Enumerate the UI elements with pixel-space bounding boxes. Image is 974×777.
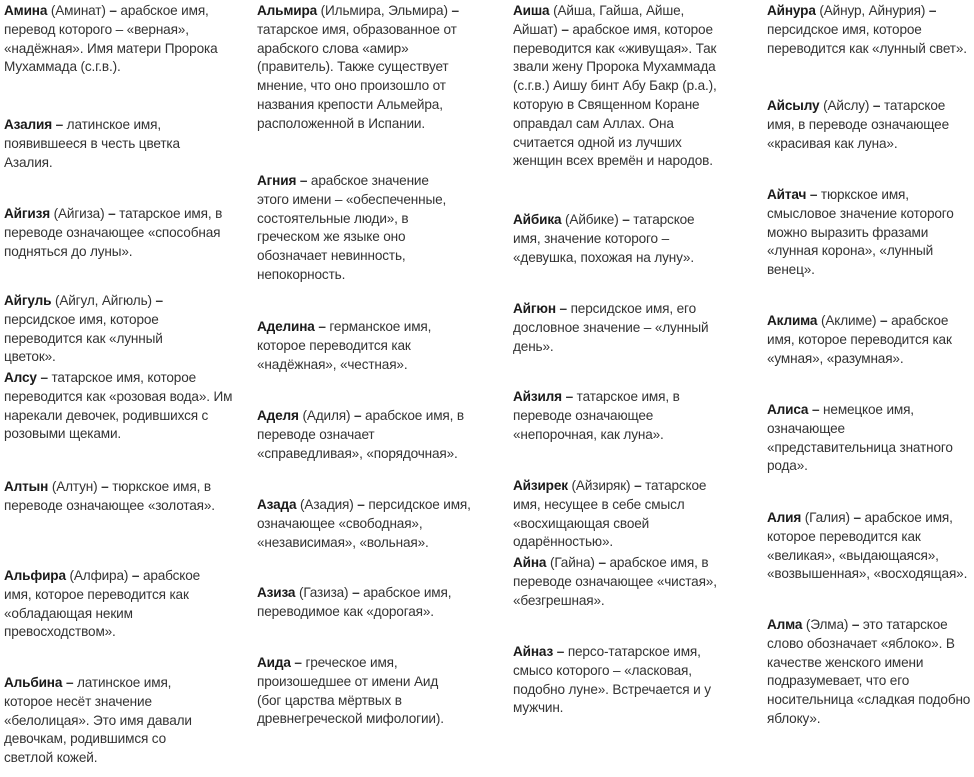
entry-variants: (Аклиме) bbox=[817, 313, 881, 328]
entry-dash: – bbox=[131, 568, 140, 583]
entry-meaning: персидское имя, которое переводится как «лунный цветок». bbox=[4, 311, 163, 365]
name-entry bbox=[767, 186, 963, 280]
name-entry bbox=[4, 478, 224, 516]
name-entry bbox=[4, 205, 236, 261]
entry-name: Алтын bbox=[4, 479, 49, 494]
name-entry bbox=[4, 567, 214, 642]
entry-dash: – bbox=[55, 117, 64, 132]
entry-meaning: арабское имя, в переводе означающее «чистая», «безгрешная». bbox=[513, 555, 717, 608]
entry-meaning: персидское имя, которое переводится как «лунный свет». bbox=[767, 21, 967, 56]
name-entry bbox=[767, 97, 967, 153]
entry-dash: – bbox=[853, 510, 861, 525]
entry-variants: (Гайна) bbox=[546, 555, 599, 570]
entry-variants: (Айзиряк) bbox=[567, 478, 635, 493]
name-entry bbox=[767, 312, 967, 368]
name-entry bbox=[513, 554, 727, 610]
entry-dash: – bbox=[598, 555, 606, 570]
name-entry bbox=[257, 654, 457, 729]
entry-name: Аида bbox=[257, 655, 291, 670]
entry-meaning: немецкое имя, означающее «представительница знатного рода». bbox=[767, 402, 953, 474]
name-entry bbox=[257, 2, 471, 134]
entry-meaning: арабское имя, которое переводится как «живущая». Так звали жену Пророка Мухаммада (с.г.в.) Аишу бинт Абу Бакр (р.а.), которую в Священном Коране оправдал сам Аллах. Она считается одной из лучших женщин всех времён и народов. bbox=[513, 21, 717, 169]
entry-meaning: это татарское слово обозначает «яблоко». В качестве женского имени подразумевает, что его носительница «сладкая подобно яблоку». bbox=[767, 617, 971, 726]
entry-dash: – bbox=[812, 402, 820, 417]
entry-dash: – bbox=[559, 301, 567, 316]
entry-name: Айгюн bbox=[513, 301, 556, 316]
entry-dash: – bbox=[299, 173, 308, 188]
name-entry bbox=[4, 674, 204, 768]
entry-name: Аделина bbox=[257, 319, 315, 334]
name-entry bbox=[257, 172, 457, 285]
name-entry bbox=[767, 509, 974, 584]
entry-dash: – bbox=[622, 212, 630, 227]
entry-meaning: татарское имя, образованное от арабского слова «амир» (правитель). Также существует мнение, что оно произошло от названия крепости Альмейра, расположенной в Испании. bbox=[257, 21, 457, 131]
entry-dash: – bbox=[352, 585, 360, 600]
entry-variants: (Газиза) bbox=[295, 585, 353, 600]
entry-meaning: татарское имя, несущее в себе смысл «восхищающая своей одарённостью». bbox=[513, 478, 707, 550]
entry-variants: (Айбике) bbox=[561, 212, 623, 227]
entry-dash: – bbox=[108, 206, 116, 221]
entry-dash: – bbox=[451, 3, 459, 18]
entry-meaning: арабское имя, которое переводится как «умная», «разумная». bbox=[767, 313, 952, 366]
entry-meaning: татарское имя, в переводе означающее «красивая как луна». bbox=[767, 98, 949, 151]
name-entry bbox=[513, 300, 723, 356]
name-entry bbox=[767, 401, 957, 476]
entry-name: Айнура bbox=[767, 3, 816, 18]
entry-name: Айзиля bbox=[513, 389, 562, 404]
name-entry bbox=[4, 292, 176, 367]
entry-name: Альбина bbox=[4, 675, 63, 690]
entry-meaning: татарское имя, в переводе означающее «непорочная, как луна». bbox=[513, 389, 680, 442]
entry-name: Азиза bbox=[257, 585, 296, 600]
name-entry bbox=[4, 369, 236, 444]
name-entry bbox=[513, 388, 703, 444]
entry-name: Альмира bbox=[257, 3, 318, 18]
entry-variants: (Айша, Гайша, Айше, Айшат) bbox=[513, 3, 685, 37]
entry-meaning: арабское имя, перевод которого – «верная», «надёжная». Имя матери Пророка Мухаммада (с.г.в.). bbox=[4, 3, 218, 75]
entry-dash: – bbox=[155, 293, 163, 308]
entry-variants: (Айнур, Айнурия) bbox=[815, 3, 929, 18]
entry-dash: – bbox=[634, 478, 642, 493]
entry-meaning: татарское имя, в переводе означающее «способная подняться до луны». bbox=[4, 206, 223, 259]
entry-meaning: тюркское имя, смысловое значение которого можно выразить фразами «лунная корона», «лунный венец». bbox=[767, 187, 954, 278]
entry-meaning: латинское имя, которое несёт значение «белолицая». Это имя давали девочкам, родившимся со светлой кожей. bbox=[4, 675, 192, 766]
entry-name: Айтач bbox=[767, 187, 807, 202]
name-entry bbox=[4, 116, 204, 172]
entry-dash: – bbox=[851, 617, 860, 632]
entry-dash: – bbox=[872, 98, 881, 113]
entry-meaning: персо-татарское имя, смысо которого – «ласковая, подобно луне». Встречается и у мужчин. bbox=[513, 644, 711, 716]
entry-variants: (Айслу) bbox=[819, 98, 873, 113]
entry-meaning: персидское имя, его дословное значение – «лунный день». bbox=[513, 301, 709, 354]
entry-variants: (Айгул, Айгюль) bbox=[51, 293, 156, 308]
entry-dash: – bbox=[561, 21, 569, 37]
entry-name: Аиша bbox=[513, 3, 550, 18]
entry-name: Айгуль bbox=[4, 293, 52, 308]
name-entry bbox=[513, 643, 727, 718]
entry-dash: – bbox=[65, 675, 74, 690]
name-entry bbox=[257, 584, 467, 622]
entry-variants: (Аминат) bbox=[47, 3, 110, 18]
entry-name: Алия bbox=[767, 510, 802, 525]
entry-name: Азада bbox=[257, 497, 297, 512]
entry-name: Алма bbox=[767, 617, 803, 632]
name-entry bbox=[767, 2, 974, 58]
name-entry bbox=[767, 616, 974, 729]
entry-name: Альфира bbox=[4, 568, 66, 583]
entry-name: Амина bbox=[4, 3, 48, 18]
entry-name: Айбика bbox=[513, 212, 562, 227]
entry-meaning: греческое имя, произошедшее от имени Аид (бог царства мёртвых в древнегреческой мифологии). bbox=[257, 655, 444, 727]
entry-meaning: арабское значение этого имени – «обеспеченные, состоятельные люди», в греческом же языке оно обозначает невинность, непокорность. bbox=[257, 173, 447, 282]
entry-name: Айназ bbox=[513, 644, 554, 659]
entry-variants: (Элма) bbox=[802, 617, 852, 632]
entry-dash: – bbox=[101, 479, 109, 494]
entry-variants: (Айгиза) bbox=[49, 206, 109, 221]
entry-dash: – bbox=[928, 3, 937, 18]
entry-variants: (Алфира) bbox=[65, 568, 132, 583]
entry-dash: – bbox=[40, 370, 48, 385]
entry-dash: – bbox=[357, 497, 365, 512]
entry-dash: – bbox=[294, 655, 302, 670]
entry-meaning: татарское имя, которое переводится как «розовая вода». Им нарекали девочек, родившихся с розовыми щеками. bbox=[4, 370, 233, 442]
entry-dash: – bbox=[556, 644, 565, 659]
entry-dash: – bbox=[880, 313, 888, 328]
entry-name: Алсу bbox=[4, 370, 37, 385]
entry-meaning: тюркское имя, в переводе означающее «золотая». bbox=[4, 479, 215, 513]
entry-meaning: латинское имя, появившееся в честь цветка Азалия. bbox=[4, 117, 180, 170]
entry-meaning: арабское имя, которое переводится как «обладающая неким превосходством». bbox=[4, 568, 201, 640]
entry-name: Аклима bbox=[767, 313, 818, 328]
name-entry bbox=[4, 2, 236, 77]
name-entry bbox=[513, 477, 727, 552]
entry-name: Айзирек bbox=[513, 478, 568, 493]
entry-dash: – bbox=[109, 3, 117, 18]
name-entry bbox=[257, 318, 471, 374]
entry-name: Алиса bbox=[767, 402, 809, 417]
name-entry bbox=[513, 2, 731, 171]
entry-name: Айсылу bbox=[767, 98, 820, 113]
entry-dash: – bbox=[809, 187, 818, 202]
entry-variants: (Ильмира, Эльмира) bbox=[317, 3, 452, 18]
entry-variants: (Алтун) bbox=[48, 479, 102, 494]
entry-name: Айна bbox=[513, 555, 547, 570]
entry-meaning: германское имя, которое переводится как «надёжная», «честная». bbox=[257, 319, 432, 372]
entry-dash: – bbox=[565, 389, 574, 404]
name-entry bbox=[513, 211, 713, 267]
entry-variants: (Азадия) bbox=[296, 497, 358, 512]
entry-name: Азалия bbox=[4, 117, 52, 132]
entry-name: Айгизя bbox=[4, 206, 50, 221]
entry-dash: – bbox=[353, 408, 362, 423]
entry-variants: (Галия) bbox=[801, 510, 854, 525]
entry-meaning: арабское имя, которое переводится как «великая», «выдающаяся», «возвышенная», «восходящая». bbox=[767, 510, 968, 582]
entry-name: Аделя bbox=[257, 408, 299, 423]
name-entry bbox=[257, 407, 479, 463]
entry-name: Агния bbox=[257, 173, 297, 188]
entry-meaning: арабское имя, переводимое как «дорогая». bbox=[257, 585, 452, 619]
entry-variants: (Адиля) bbox=[298, 408, 354, 423]
entry-meaning: татарское имя, значение которого – «девушка, похожая на луну». bbox=[513, 212, 695, 265]
entry-meaning: персидское имя, означающее «свободная», «независимая», «вольная». bbox=[257, 497, 471, 550]
name-entry bbox=[257, 496, 475, 552]
entry-meaning: арабское имя, в переводе означает «справедливая», «порядочная». bbox=[257, 408, 464, 461]
entry-dash: – bbox=[318, 319, 326, 334]
